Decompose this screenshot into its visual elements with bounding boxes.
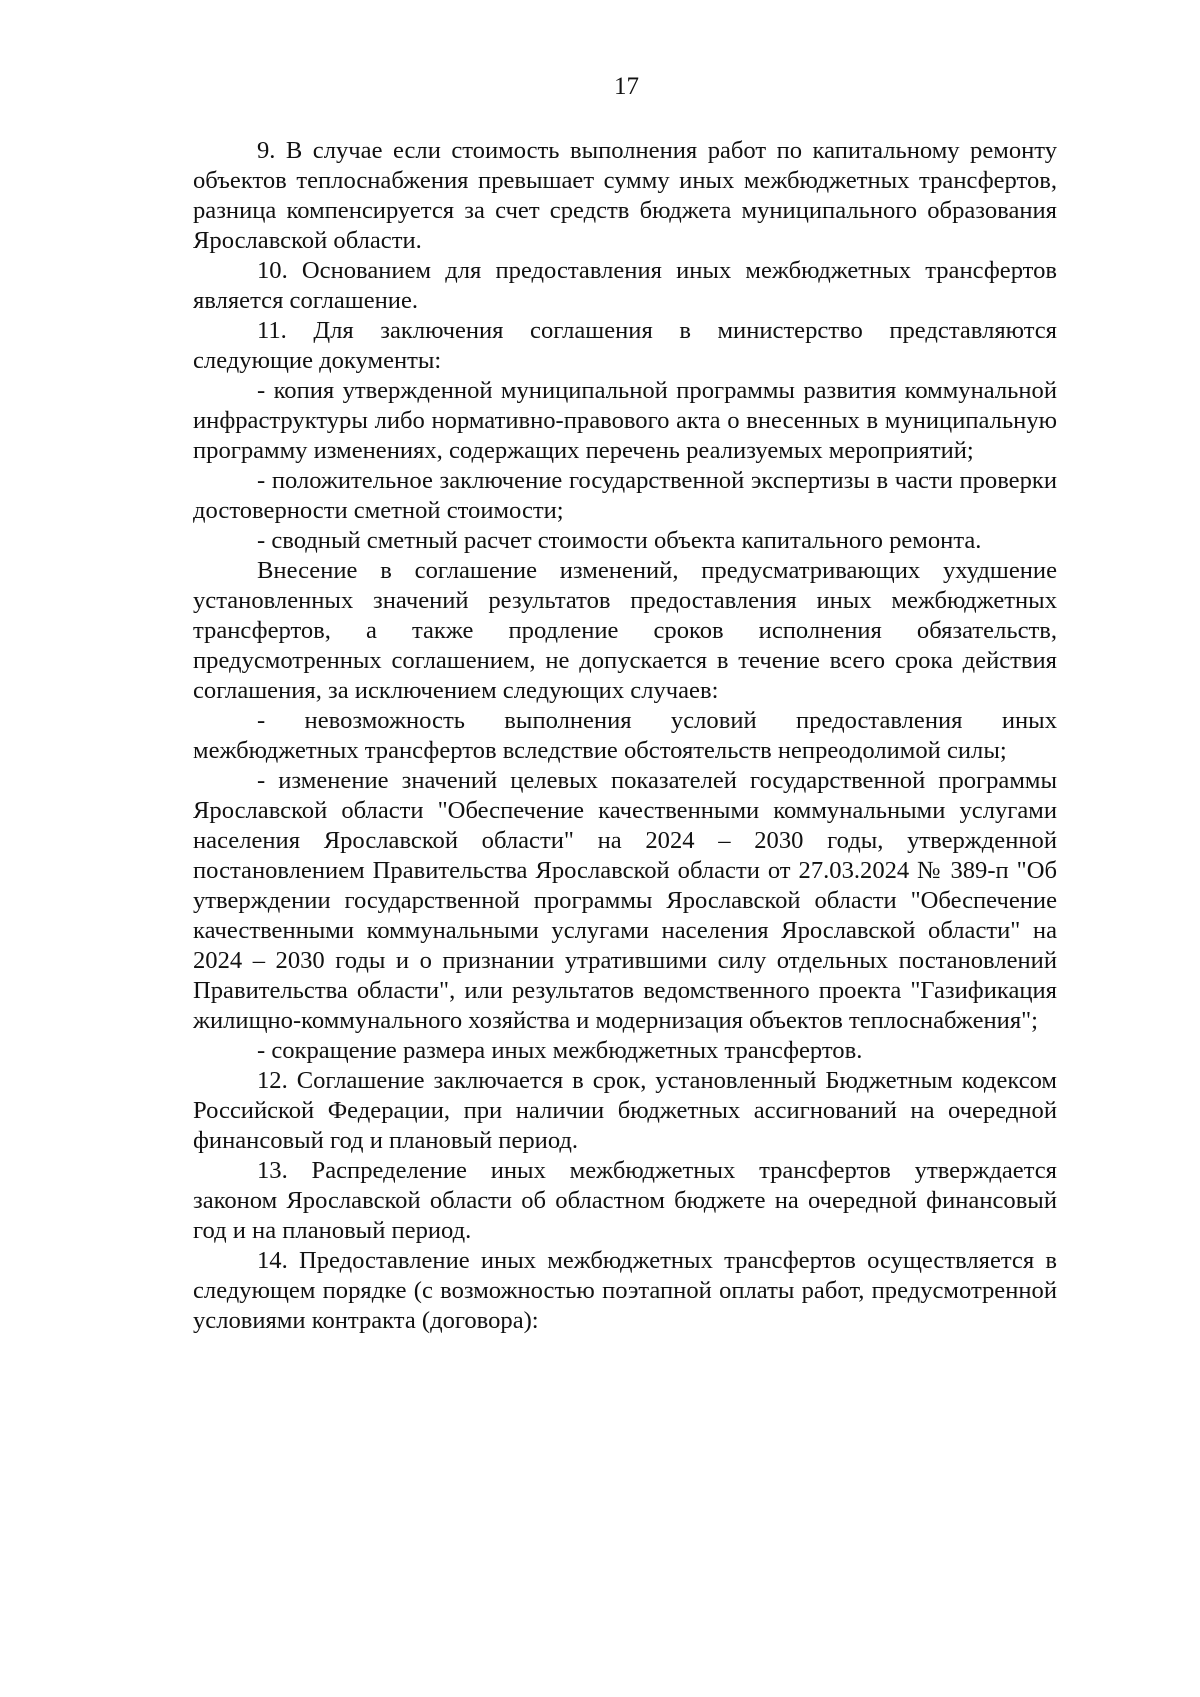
list-item-force-majeure: - невозможность выполнения условий предоставления иных межбюджетных трансфертов вследствие обстоятельств непреодолимой силы; [193, 707, 1057, 764]
paragraph-14: 14. Предоставление иных межбюджетных трансфертов осуществляется в следующем порядке (с возможностью поэтапной оплаты работ, предусмотренной условиями контракта (договора): [193, 1247, 1057, 1334]
paragraph-10: 10. Основанием для предоставления иных межбюджетных трансфертов является соглашение. [193, 257, 1057, 314]
paragraph-9: 9. В случае если стоимость выполнения работ по капитальному ремонту объектов теплоснабжения превышает сумму иных межбюджетных трансфертов, разница компенсируется за счет средств бюджета муниципального образования Ярославской области. [193, 137, 1057, 254]
list-item-program-copy: - копия утвержденной муниципальной программы развития коммунальной инфраструктуры либо нормативно-правового акта о внесенных в муниципальную программу изменениях, содержащих перечень реализуемых мероприятий; [193, 377, 1057, 464]
list-item-target-indicators: - изменение значений целевых показателей государственной программы Ярославской области "Обеспечение качественными коммунальными услугами населения Ярославской области" на 2024 – 2030 годы, утвержденной постановлением Правительства Ярославской области от 27.03.2024 № 389-п "Об утверждении государственной программы Ярославской области "Обеспечение качественными коммунальными услугами населения Ярославской области" на 2024 – 2030 годы и о признании утратившими силу отдельных постановлений Правительства области", или результатов ведомственного проекта "Газификация жилищно-коммунального хозяйства и модернизация объектов теплоснабжения"; [193, 767, 1057, 1034]
paragraph-amendments: Внесение в соглашение изменений, предусматривающих ухудшение установленных значений результатов предоставления иных межбюджетных трансфертов, а также продление сроков исполнения обязательств, предусмотренных соглашением, не допускается в течение всего срока действия соглашения, за исключением следующих случаев: [193, 557, 1057, 704]
list-item-expertise-conclusion: - положительное заключение государственной экспертизы в части проверки достоверности сметной стоимости; [193, 467, 1057, 524]
paragraph-11: 11. Для заключения соглашения в министерство представляются следующие документы: [193, 317, 1057, 374]
list-item-reduction: - сокращение размера иных межбюджетных трансфертов. [257, 1037, 863, 1064]
page-number: 17 [614, 73, 639, 100]
paragraph-13: 13. Распределение иных межбюджетных трансфертов утверждается законом Ярославской области об областном бюджете на очередной финансовый год и на плановый период. [193, 1157, 1057, 1244]
paragraph-12: 12. Соглашение заключается в срок, установленный Бюджетным кодексом Российской Федерации, при наличии бюджетных ассигнований на очередной финансовый год и плановый период. [193, 1067, 1057, 1154]
document-body [193, 136, 1057, 1336]
list-item-estimate: - сводный сметный расчет стоимости объекта капитального ремонта. [257, 527, 982, 554]
